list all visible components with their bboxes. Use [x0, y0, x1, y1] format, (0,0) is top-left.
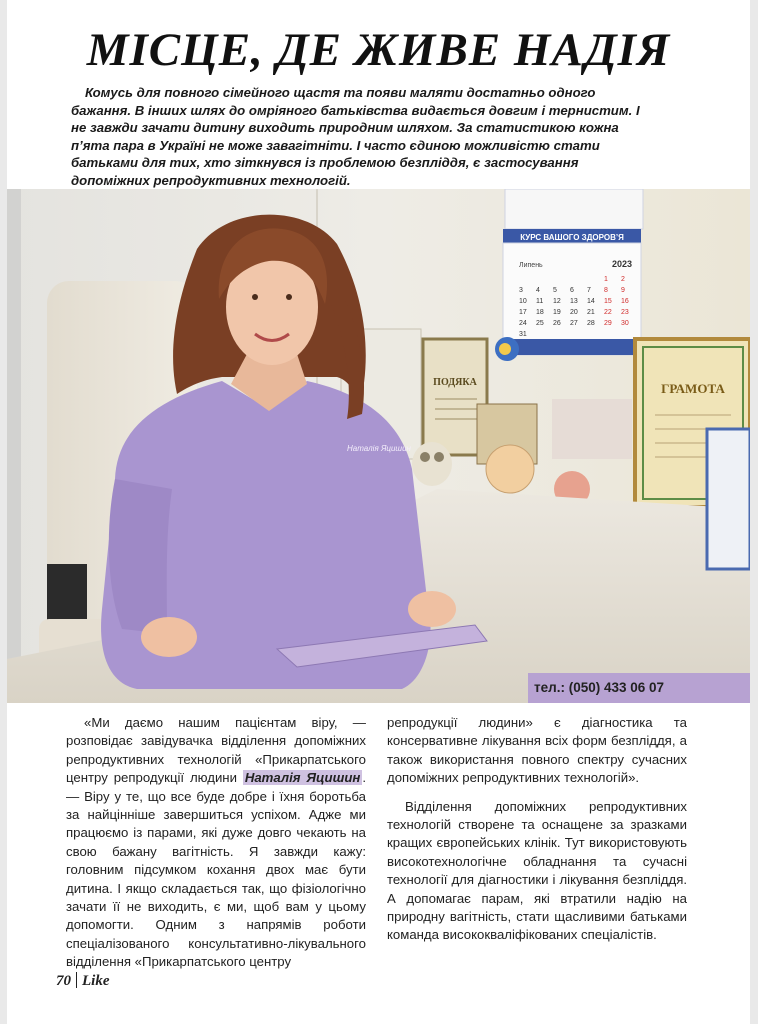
calendar-day: 9 — [621, 287, 625, 294]
calendar-day: 2 — [621, 276, 625, 283]
calendar-day: 5 — [553, 287, 557, 294]
calendar-day: 31 — [519, 331, 527, 338]
calendar-day: 30 — [621, 320, 629, 327]
calendar-day: 11 — [536, 298, 544, 305]
paragraph-intro-cont: . — Віру у те, що все буде добре і їхня боротьба за найцінніше завершиться успіхом. Адже ми працюємо із парами, які дуже довго чекають на свою бажану вагітність. Я завжди кажу: головним підсумком кохання двох має бути дитина. І якщо складається так, що фізіологічно зачати її не виходить, є ми, щоб вам у цьому допомогти. Одним з напрямів роботи спеціалізованого консультативно-лікувального відділення «Прикарпатського центру — [66, 770, 367, 970]
footer-divider — [76, 972, 77, 988]
owl-figurine — [412, 442, 452, 486]
calendar-day: 24 — [519, 320, 527, 327]
page-footer — [56, 972, 110, 990]
calendar-day: 1 — [604, 276, 608, 283]
calendar-day: 6 — [570, 287, 574, 294]
magazine-name: Like — [82, 973, 110, 989]
svg-text:2023: 2023 — [612, 259, 633, 269]
calendar-day: 23 — [621, 309, 629, 316]
highlighted-name: Наталія Яцишин — [244, 770, 361, 786]
calendar-day: 8 — [604, 287, 608, 294]
doctor-photo — [7, 189, 750, 703]
calendar-day: 26 — [553, 320, 561, 327]
calendar-day: 3 — [519, 287, 523, 294]
calendar-day: 12 — [553, 298, 561, 305]
svg-text:ПОДЯКА: ПОДЯКА — [433, 377, 477, 388]
calendar-day: 16 — [621, 298, 629, 305]
article-headline: МІСЦЕ, ДЕ ЖИВЕ НАДІЯ — [86, 24, 671, 76]
wall-calendar — [495, 189, 643, 361]
paragraph-3: Відділення допоміжних репродуктивних технологій створене та оснащене за зразками кращих європейських клінік. Тут використовують високотехнологічне обладнання та сучасні технології для діагностики і лікування безпліддя. А допомагає парам, які втратили надію на природну вагітність, стати щасливими батьками команда висококваліфікованих спеціалістів. — [387, 798, 687, 943]
calendar-day: 4 — [536, 287, 540, 294]
paragraph-2: репродукції людини» є діагностика та консервативне лікування всіх форм безпліддя, а також використання повного спектру сучасних допоміжних репродуктивних технологій». — [387, 715, 687, 786]
calendar-day: 27 — [570, 320, 578, 327]
calendar-day: 28 — [587, 320, 595, 327]
calendar-day: 7 — [587, 287, 591, 294]
svg-text:ГРАМОТА: ГРАМОТА — [661, 381, 725, 396]
calendar-day: 29 — [604, 320, 612, 327]
article-column-1 — [66, 714, 366, 972]
paragraph-intro: «Ми даємо нашим пацієнтам віру, — розповідає завідувачка відділення допоміжних репродуктивних технологій «Прикарпатського центру репродукції людини — [66, 715, 366, 786]
calendar-day: 15 — [604, 298, 612, 305]
phone-label: тел.: (050) 433 06 07 — [528, 673, 750, 703]
svg-text:Липень: Липень — [519, 262, 543, 269]
svg-text:КУРС ВАШОГО ЗДОРОВ’Я: КУРС ВАШОГО ЗДОРОВ’Я — [520, 233, 624, 242]
calendar-day: 19 — [553, 309, 561, 316]
calendar-day: 18 — [536, 309, 544, 316]
article-column-2 — [387, 714, 687, 945]
page-number: 70 — [56, 973, 71, 989]
calendar-day: 21 — [587, 309, 595, 316]
calendar-day: 13 — [570, 298, 578, 305]
calendar-day: 20 — [570, 309, 578, 316]
calendar-day: 17 — [519, 309, 527, 316]
calendar-day: 14 — [587, 298, 595, 305]
magazine-page — [7, 0, 750, 1024]
calendar-day: 10 — [519, 298, 527, 305]
name-badge: Наталія Яцишин — [347, 444, 411, 453]
article-lede: Комусь для повного сімейного щастя та появи маляти достатньо одного бажання. В інших шлях до омріяного батьківства видається довгим і тернистим. І не завжди зачати дитину виходить природним шляхом. За статистикою кожна п’ята пара в Україні не може завагітніти. І часто єдиною можливістю стати батьками для тих, хто зіткнувся із проблемою безпліддя, є застосування допоміжних репродуктивних технологій. — [71, 85, 640, 188]
calendar-day: 22 — [604, 309, 612, 316]
calendar-day: 25 — [536, 320, 544, 327]
